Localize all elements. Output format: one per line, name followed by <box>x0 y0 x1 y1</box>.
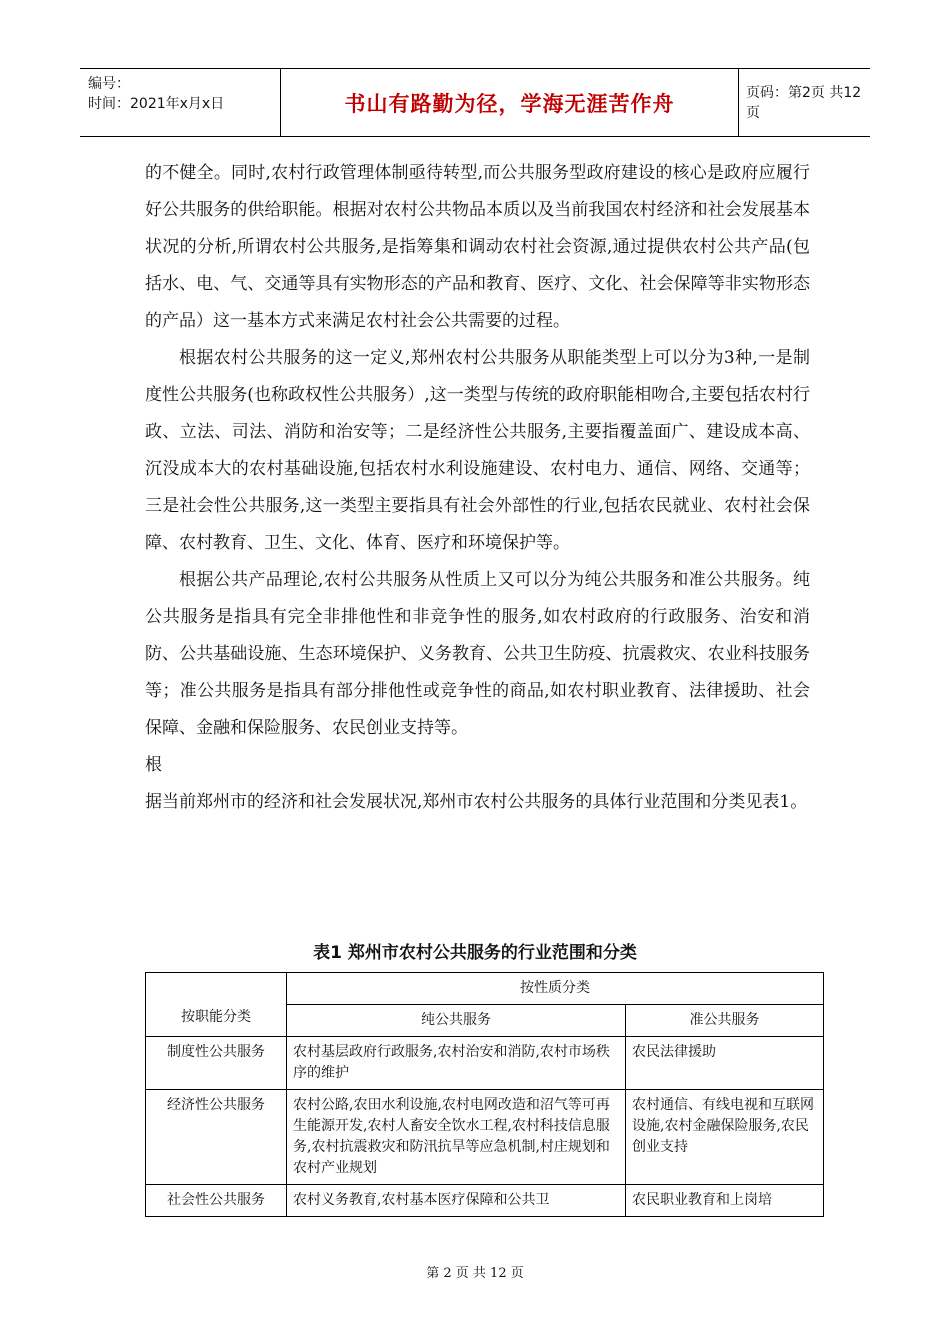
paragraph: 根 <box>145 755 162 775</box>
table-caption: 表1 郑州市农村公共服务的行业范围和分类 <box>313 943 637 963</box>
paragraph: 根据农村公共服务的这一定义,郑州农村公共服务从职能类型上可以分为3种,一是制度性公共服务(也称政权性公共服务）,这一类型与传统的政府职能相吻合,主要包括农村行政、立法、司法、消防和治安等；二是经济性公共服务,主要指覆盖面广、建设成本高、沉没成本大的农村基础设施,包括农村水利设施建设、农村电力、通信、网络、交通等；三是社会性公共服务,这一类型主要指具有社会外部性的行业,包括农民就业、农村社会保障、农村教育、卫生、文化、体育、医疗和环境保护等。 <box>145 348 810 553</box>
row-pure: 农村义务教育,农村基本医疗保障和公共卫 <box>287 1185 626 1217</box>
classification-table <box>145 972 824 1217</box>
paragraph: 的不健全。同时,农村行政管理体制亟待转型,而公共服务型政府建设的核心是政府应履行好公共服务的供给职能。根据对农村公共物品本质以及当前我国农村经济和社会发展基本状况的分析,所谓农村公共服务,是指筹集和调动农村社会资源,通过提供农村公共产品(包括水、电、气、交通等具有实物形态的产品和教育、医疗、文化、社会保障等非实物形态的产品）这一基本方式来满足农村社会公共需要的过程。 <box>145 163 810 331</box>
header-page-info: 页码：第2页 共12页 <box>746 84 862 121</box>
row-quasi: 农村通信、有线电视和互联网设施,农村金融保险服务,农民创业支持 <box>626 1090 824 1185</box>
row-pure: 农村公路,农田水利设施,农村电网改造和沼气等可再生能源开发,农村人畜安全饮水工程,农村科技信息服务,农村抗震救灾和防汛抗旱等应急机制,村庄规划和农村产业规划 <box>287 1090 626 1185</box>
document-body <box>145 155 810 821</box>
table-row <box>146 1037 824 1090</box>
row-quasi: 农民职业教育和上岗培 <box>626 1185 824 1217</box>
table-row <box>146 1185 824 1217</box>
header-quasi: 准公共服务 <box>626 1005 824 1037</box>
header-meta <box>80 69 280 136</box>
number-label: 编号： <box>88 76 130 92</box>
page-header <box>80 68 870 137</box>
header-motto: 书山有路勤为径，学海无涯苦作舟 <box>344 91 675 116</box>
time-label: 时间：2021年x月x日 <box>88 96 225 112</box>
header-motto-cell <box>280 69 739 136</box>
row-quasi: 农民法律援助 <box>626 1037 824 1090</box>
row-category: 制度性公共服务 <box>146 1037 287 1090</box>
header-by-function: 按职能分类 <box>146 973 287 1037</box>
row-pure: 农村基层政府行政服务,农村治安和消防,农村市场秩序的维护 <box>287 1037 626 1090</box>
paragraph: 根据公共产品理论,农村公共服务从性质上又可以分为纯公共服务和准公共服务。纯公共服务是指具有完全非排他性和非竞争性的服务,如农村政府的行政服务、治安和消防、公共基础设施、生态环境保护、义务教育、公共卫生防疫、抗震救灾、农业科技服务等；准公共服务是指具有部分排他性或竞争性的商品,如农村职业教育、法律援助、社会保障、金融和保险服务、农民创业支持等。 <box>145 570 810 738</box>
row-category: 经济性公共服务 <box>146 1090 287 1185</box>
header-pure: 纯公共服务 <box>287 1005 626 1037</box>
table-header-row <box>146 973 824 1005</box>
row-category: 社会性公共服务 <box>146 1185 287 1217</box>
header-page-cell <box>738 69 870 136</box>
page-footer: 第 2 页 共 12 页 <box>426 1266 524 1281</box>
header-by-nature: 按性质分类 <box>287 973 824 1005</box>
table-row <box>146 1090 824 1185</box>
paragraph: 据当前郑州市的经济和社会发展状况,郑州市农村公共服务的具体行业范围和分类见表1。 <box>145 792 808 812</box>
